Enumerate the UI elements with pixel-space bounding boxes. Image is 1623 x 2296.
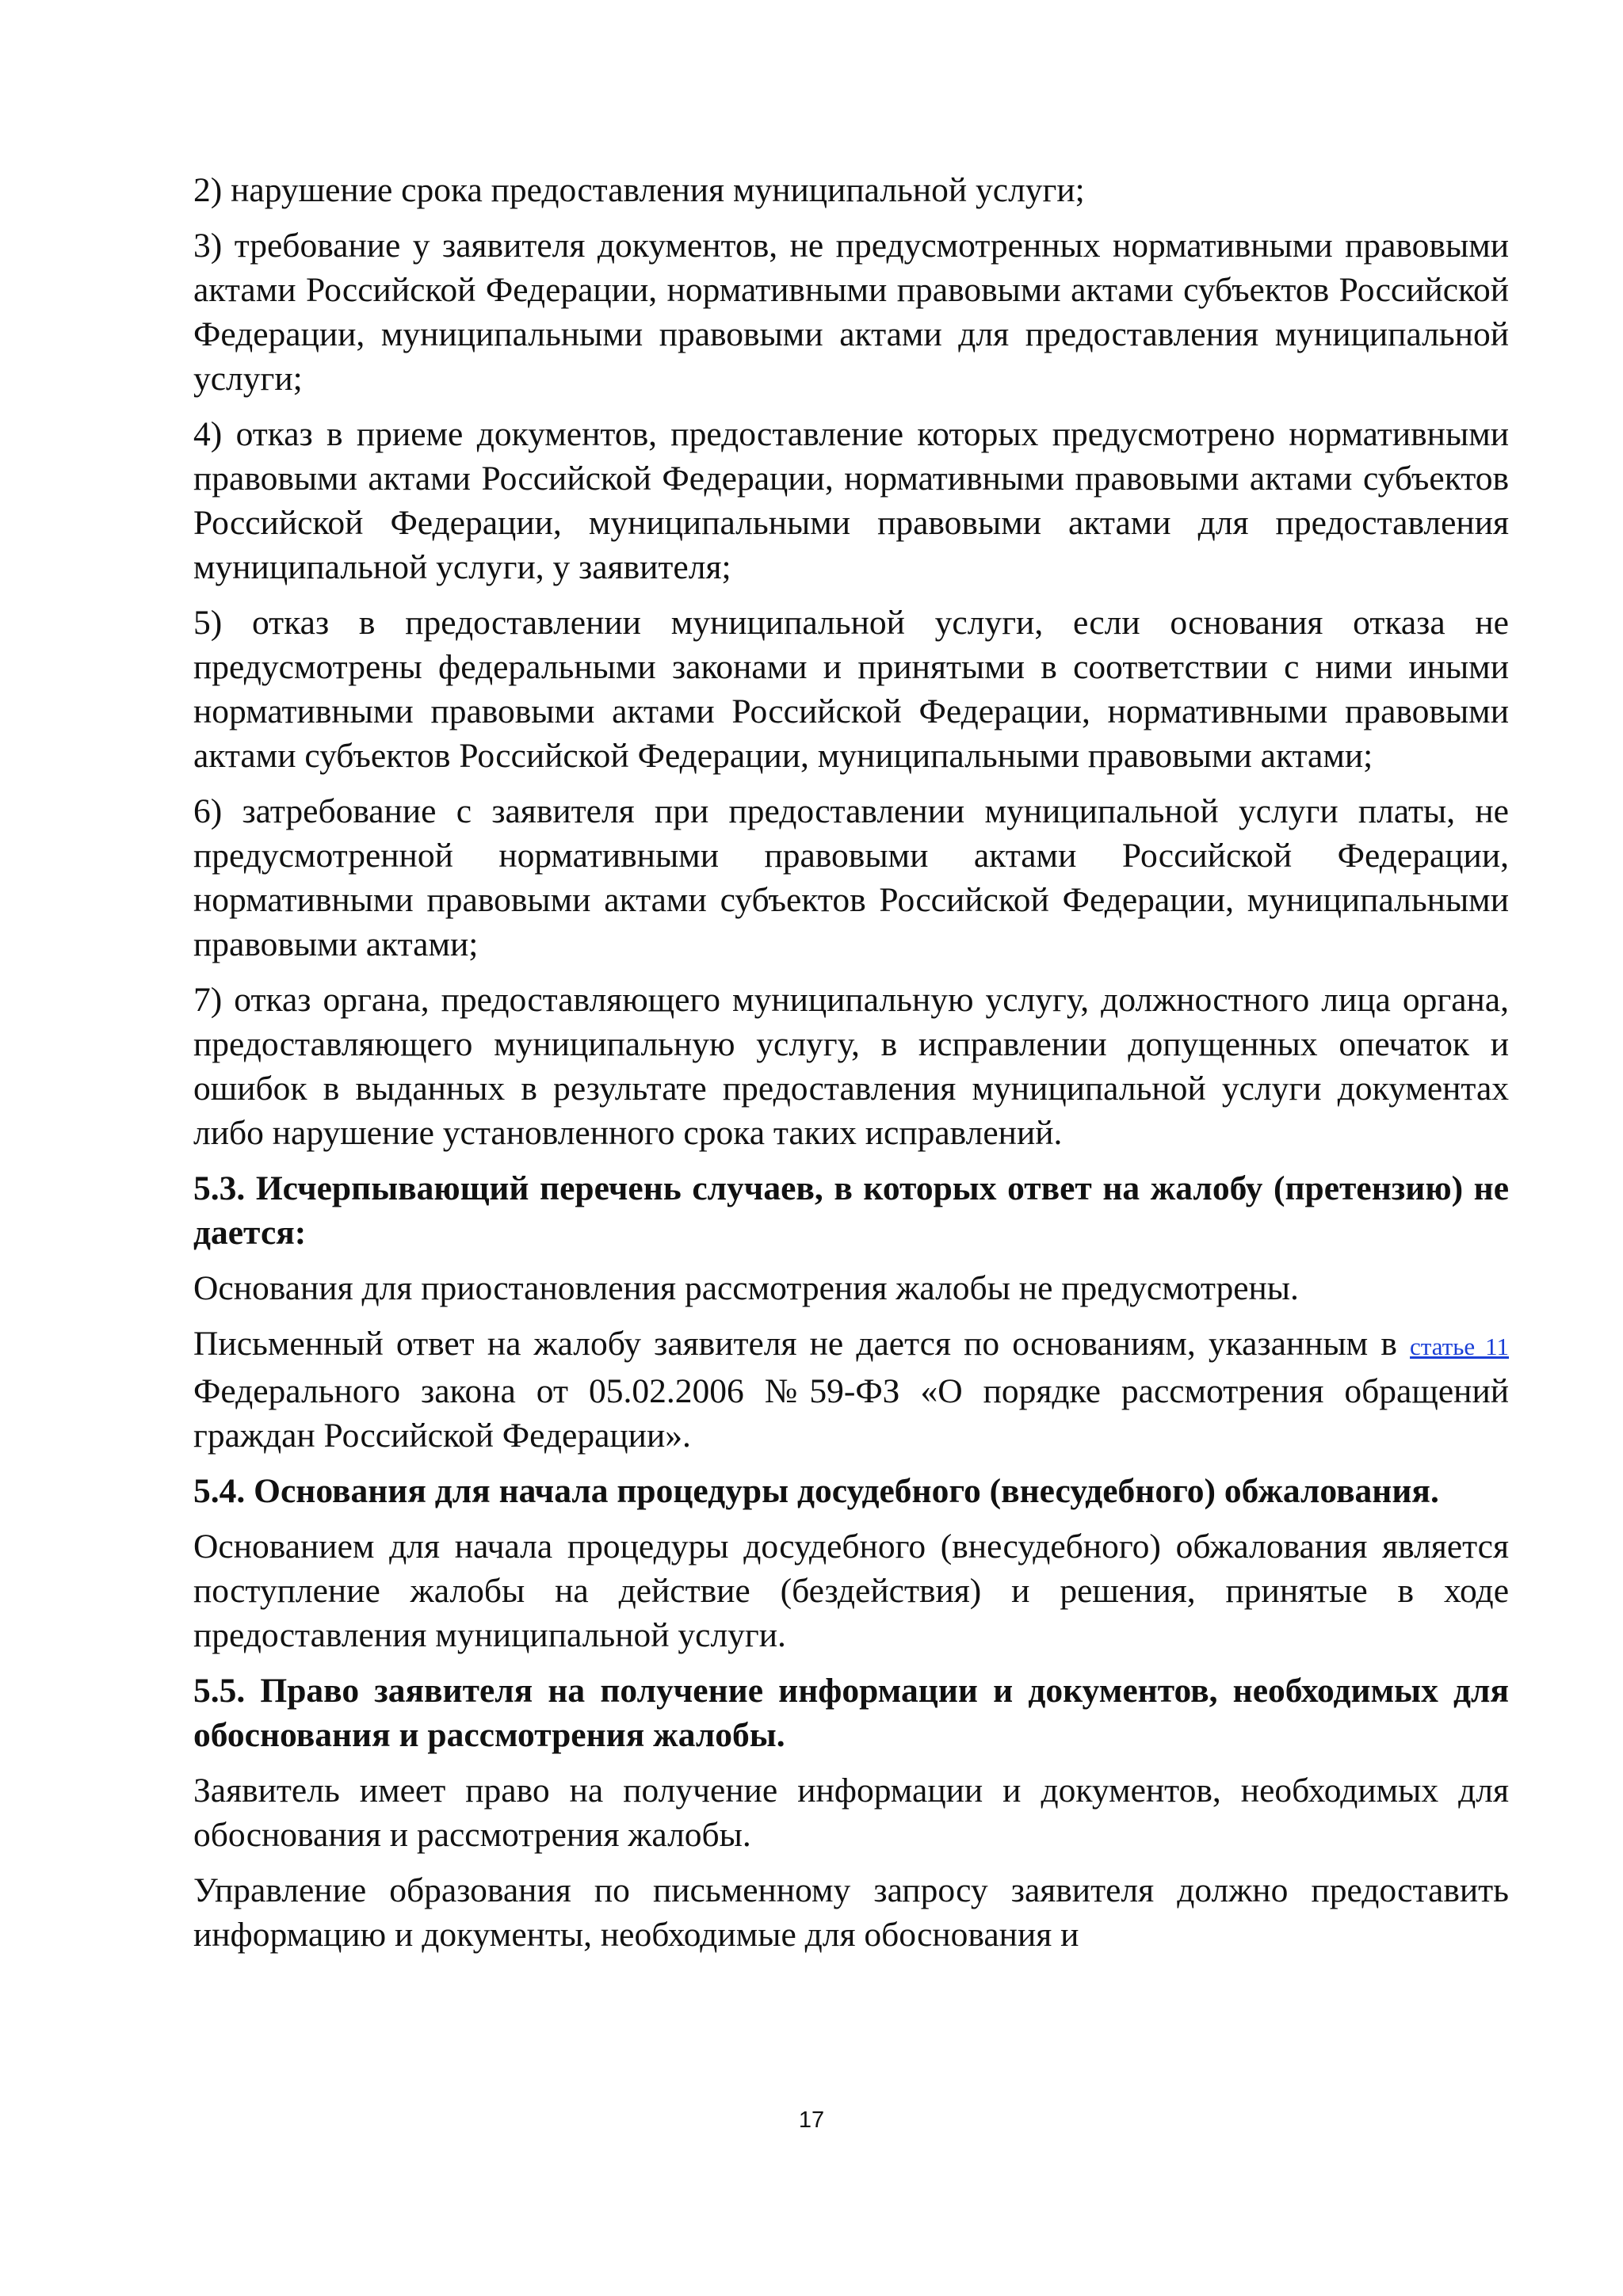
section-5-3-heading: 5.3. Исчерпывающий перечень случаев, в которых ответ на жалобу (претензию) не дается: bbox=[193, 1169, 1509, 1252]
section-5-4-heading: 5.4. Основания для начала процедуры досудебного (внесудебного) обжалования. bbox=[193, 1472, 1439, 1510]
list-item-4: 4) отказ в приеме документов, предоставление которых предусмотрено нормативными правовыми актами Российской Федерации, нормативными правовыми актами субъектов Российской Федерации, муниципальными правовыми актами для предоставления муниципальной услуги, у заявителя; bbox=[193, 415, 1509, 586]
list-item-2: 2) нарушение срока предоставления муниципальной услуги; bbox=[193, 171, 1085, 209]
page-number: 17 bbox=[798, 2107, 825, 2133]
list-item-6: 6) затребование с заявителя при предоставлении муниципальной услуги платы, не предусмотренной нормативными правовыми актами Российской Федерации, нормативными правовыми актами субъектов Российской Федерации, муниципальными правовыми актами; bbox=[193, 792, 1509, 963]
section-5-3-paragraph-2-end: Федерального закона от 05.02.2006 №59-ФЗ «О порядке рассмотрения обращений граждан Российской Федерации». bbox=[193, 1372, 1509, 1455]
document-page bbox=[193, 168, 1509, 1968]
law-article-link[interactable]: статье 11 bbox=[1410, 1333, 1510, 1360]
list-item-7: 7) отказ органа, предоставляющего муниципальную услугу, должностного лица органа, предоставляющего муниципальную услугу, в исправлении допущенных опечаток и ошибок в выданных в результате предоставления муниципальной услуги документах либо нарушение установленного срока таких исправлений. bbox=[193, 981, 1509, 1152]
list-item-3: 3) требование у заявителя документов, не предусмотренных нормативными правовыми актами Российской Федерации, нормативными правовыми актами субъектов Российской Федерации, муниципальными правовыми актами для предоставления муниципальной услуги; bbox=[193, 227, 1509, 398]
section-5-5-paragraph-1: Заявитель имеет право на получение информации и документов, необходимых для обоснования и рассмотрения жалобы. bbox=[193, 1772, 1509, 1854]
section-5-4-paragraph-1: Основанием для начала процедуры досудебного (внесудебного) обжалования является поступление жалобы на действие (бездействия) и решения, принятые в ходе предоставления муниципальной услуги. bbox=[193, 1527, 1509, 1654]
section-5-3-paragraph-2 bbox=[193, 1322, 1509, 1458]
section-5-3-paragraph-2-start: Письменный ответ на жалобу заявителя не дается по основаниям, указанным в bbox=[193, 1325, 1397, 1363]
section-5-3-paragraph-1: Основания для приостановления рассмотрения жалобы не предусмотрены. bbox=[193, 1269, 1299, 1307]
section-5-5-heading: 5.5. Право заявителя на получение информации и документов, необходимых для обоснования и рассмотрения жалобы. bbox=[193, 1672, 1509, 1754]
list-item-5: 5) отказ в предоставлении муниципальной услуги, если основания отказа не предусмотрены федеральными законами и принятыми в соответствии с ними иными нормативными правовыми актами Российской Федерации, нормативными правовыми актами субъектов Российской Федерации, муниципальными правовыми актами; bbox=[193, 604, 1509, 775]
section-5-5-paragraph-2: Управление образования по письменному запросу заявителя должно предоставить информацию и документы, необходимые для обоснования и bbox=[193, 1871, 1509, 1954]
